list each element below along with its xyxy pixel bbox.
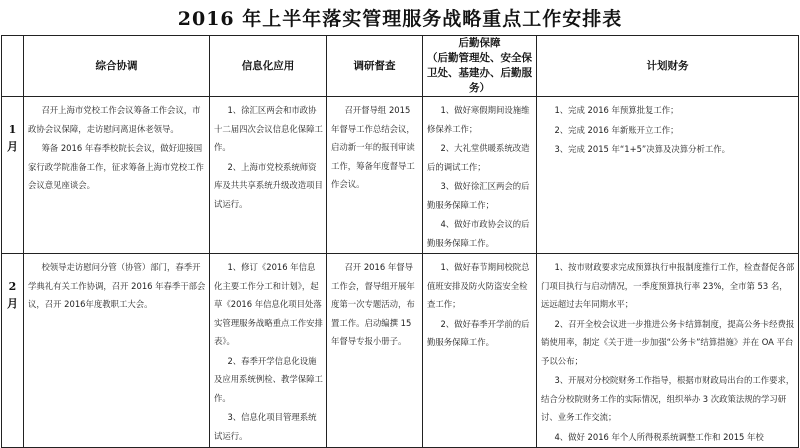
- research-cell: [327, 97, 423, 254]
- list-item: 校领导走访慰问分管（协管）部门，春季开学典礼有关工作协调，召开 2016 年春季干部会议，召开 2016年度教职工大会。: [28, 262, 206, 309]
- research-cell: [327, 254, 423, 448]
- list-item: 召开上海市党校工作会议筹备工作会议，市政协会议保障，走访慰问离退休老领导。: [28, 105, 201, 134]
- list-item: 2、大礼堂供暖系统改造后的调试工作；: [427, 143, 530, 172]
- it-cell: [210, 254, 327, 448]
- header-coordination: 综合协调: [24, 36, 210, 97]
- list-item: 2、召开全校会议进一步推进公务卡结算制度，提高公务卡经费报销使用率，制定《关于进一步加强“公务卡”结算措施》并在 OA 平台予以公布；: [541, 318, 795, 366]
- list-item: 1、做好寒假期间设施维修保养工作；: [427, 105, 530, 134]
- list-item: 2、做好春季开学前的后勤服务保障工作。: [427, 318, 530, 347]
- logistics-cell: [423, 254, 537, 448]
- list-item: 召开 2016 年督导工作会，督导组开展年度第一次专题活动，布置工作。启动编撰 15 年督导专报小册子。: [331, 262, 415, 346]
- header-logistics-title: 后勤保障: [458, 37, 501, 49]
- month-cell: [2, 97, 24, 254]
- list-item: 筹备 2016 年春季校院长会议，做好迎接国家行政学院准备工作，征求筹备上海市党校工作会议意见座谈会。: [28, 143, 204, 190]
- list-item: 4、做好 2016 年个人所得税系统调整工作和 2015 年校: [554, 431, 764, 442]
- list-item: 1、徐汇区两会和市政协十二届四次会议信息化保障工作。: [214, 105, 323, 152]
- list-item: 3、完成 2015 年“1+5”决算及决算分析工作。: [554, 144, 731, 154]
- header-it: 信息化应用: [210, 36, 327, 97]
- work-plan-table: [1, 35, 799, 448]
- table-row-january: [2, 97, 799, 254]
- month-cell: [2, 254, 24, 448]
- it-cell: [210, 97, 327, 254]
- header-research: 调研督查: [327, 36, 423, 97]
- month-number: 2: [8, 280, 17, 293]
- list-item: 3、开展对分校院财务工作指导，根据市财政局出台的工作要求，结合分校院财务工作的实际情况，组织举办 3 次政策法规的学习研讨、业务工作交流；: [541, 375, 795, 422]
- list-item: 4、做好市政协会议的后勤服务保障工作。: [427, 219, 530, 248]
- list-item: 2、春季开学信息化设施及应用系统例检、教学保障工作。: [214, 355, 323, 403]
- table-row-february: [2, 254, 799, 448]
- list-item: 1、按市财政要求完成预算执行申报制度推行工作，检查督促各部门项目执行与启动情况，一季度预算执行率 23%，全市第 53 名，远远超过去年同期水平；: [541, 262, 795, 309]
- header-logistics: [423, 36, 537, 97]
- coordination-cell: [24, 97, 210, 254]
- header-finance: 计划财务: [537, 36, 799, 97]
- month-unit: 月: [7, 140, 18, 153]
- page-title: 2016 年上半年落实管理服务战略重点工作安排表: [177, 8, 623, 30]
- header-month: [2, 36, 24, 97]
- list-item: 3、做好徐汇区两会的后勤服务保障工作；: [427, 181, 530, 210]
- list-item: 1、做好春节期间校院总值班安排及防火防盗安全检查工作；: [427, 262, 530, 309]
- logistics-cell: [423, 97, 537, 254]
- list-item: 2、完成 2016 年新账开立工作；: [554, 124, 679, 135]
- list-item: 3、信息化项目管理系统试运行。: [214, 412, 317, 441]
- finance-cell: [537, 254, 799, 448]
- header-logistics-sub: （后勤管理处、安全保卫处、基建办、后勤服务）: [427, 52, 532, 94]
- coordination-cell: [24, 254, 210, 448]
- month-unit: 月: [7, 297, 18, 310]
- finance-cell: [537, 97, 799, 254]
- list-item: 召开督导组 2015 年督导工作总结会议，启动新一年的报刊审读工作，筹备年度督导工作会议。: [331, 105, 415, 189]
- header-row: [2, 36, 799, 97]
- list-item: 2、上海市党校系统师资库及共共享系统升级改造项目试运行。: [214, 161, 323, 209]
- month-number: 1: [8, 123, 17, 136]
- list-item: 1、修订《2016 年信息化主要工作分工和计划》，起草《2016 年信息化项目处落实管理服务战略重点工作安排表》。: [214, 262, 323, 346]
- list-item: 1、完成 2016 年预算批复工作；: [554, 105, 679, 115]
